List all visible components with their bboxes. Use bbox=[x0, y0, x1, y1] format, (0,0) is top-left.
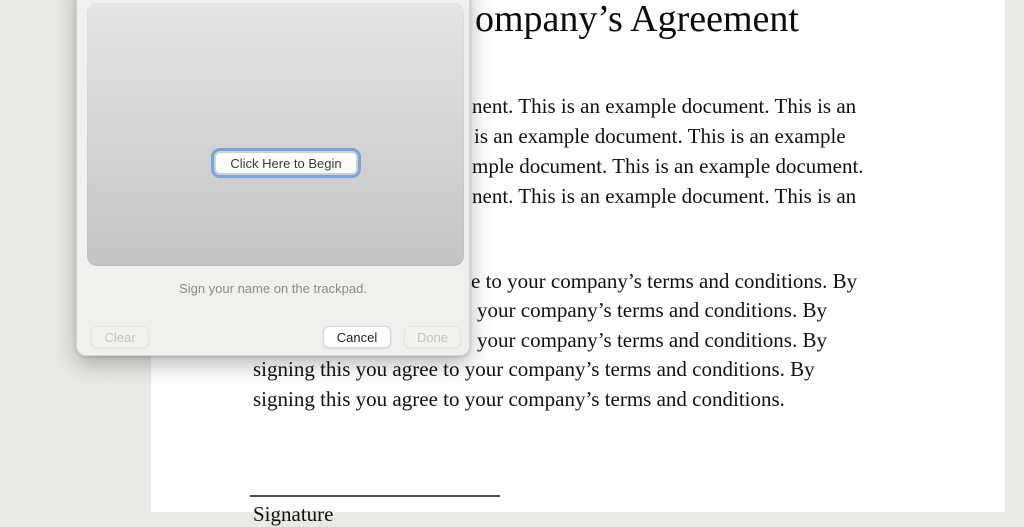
signature-label: Signature bbox=[253, 502, 334, 526]
click-here-to-begin-button[interactable]: Click Here to Begin bbox=[215, 152, 357, 174]
document-text-line: mple document. This is an example document. bbox=[472, 154, 864, 178]
clear-button[interactable]: Clear bbox=[91, 326, 149, 348]
document-text-line: e to your company’s terms and conditions. By bbox=[471, 269, 858, 293]
done-button[interactable]: Done bbox=[404, 326, 461, 348]
document-text-line: is an example document. This is an example bbox=[474, 124, 846, 148]
begin-button-focus-ring bbox=[211, 148, 361, 178]
cancel-button[interactable]: Cancel bbox=[323, 326, 391, 348]
document-text-line: nent. This is an example document. This is an bbox=[472, 94, 857, 118]
document-title: ompany’s Agreement bbox=[475, 0, 799, 40]
document-text-line: signing this you agree to your company’s terms and conditions. bbox=[253, 387, 785, 411]
document-text-line: your company’s terms and conditions. By bbox=[477, 298, 827, 322]
document-text-line: your company’s terms and conditions. By bbox=[477, 328, 827, 352]
trackpad-instruction-text: Sign your name on the trackpad. bbox=[179, 281, 367, 296]
document-text-line: signing this you agree to your company’s terms and conditions. By bbox=[253, 357, 815, 381]
signature-line bbox=[250, 495, 500, 497]
signature-capture-dialog bbox=[76, 0, 470, 356]
document-text-line: nent. This is an example document. This is an bbox=[472, 184, 857, 208]
trackpad-signing-area[interactable] bbox=[87, 3, 464, 266]
